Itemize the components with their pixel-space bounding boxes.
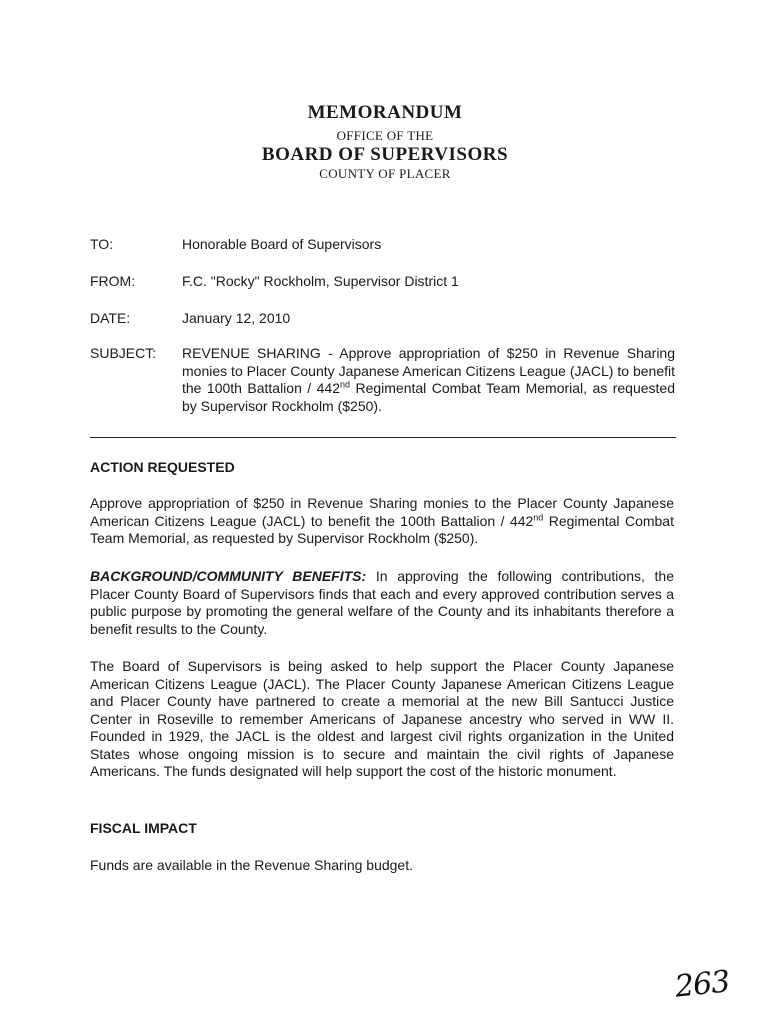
action-requested-heading: ACTION REQUESTED (90, 459, 235, 475)
background-heading: BACKGROUND/COMMUNITY BENEFITS: (90, 568, 367, 584)
divider-rule (90, 437, 676, 438)
from-value: F.C. "Rocky" Rockholm, Supervisor District 1 (182, 273, 459, 289)
office-of-line: OFFICE OF THE (336, 128, 434, 143)
from-label: FROM: (90, 273, 136, 289)
county-line: COUNTY OF PLACER (319, 166, 451, 181)
to-label: TO: (90, 236, 114, 252)
date-value: January 12, 2010 (182, 310, 291, 326)
handwritten-page-number: 263 (673, 964, 731, 1005)
subject-text: REVENUE SHARING - Approve appropriation of $250 in Revenue Sharing monies to Placer County Japanese American Citizens League (JACL) to benefit the 100th Battalion / 442nd Regimental Combat Team Memorial, as requested by Supervisor Rockholm ($250). (182, 345, 675, 414)
fiscal-impact-heading: FISCAL IMPACT (90, 820, 197, 836)
action-requested-text: Approve appropriation of $250 in Revenue Sharing monies to the Placer County Japanese American Citizens League (JACL) to benefit the 100th Battalion / 442nd Regimental Combat Team Memorial, as requested by Supervisor Rockholm ($250). (90, 495, 674, 546)
subject-label: SUBJECT: (90, 345, 157, 361)
board-heading: BOARD OF SUPERVISORS (261, 144, 509, 165)
date-label: DATE: (90, 310, 131, 326)
memo-heading: MEMORANDUM (307, 102, 463, 123)
background-paragraph: BACKGROUND/COMMUNITY BENEFITS: In approving the following contributions, the Placer County Board of Supervisors finds that each and every approved contribution serves a public purpose by promoting the general welfare of the County and its inhabitants therefore a benefit results to the County. (90, 568, 675, 637)
background-paragraph-2: The Board of Supervisors is being asked to help support the Placer County Japanese American Citizens League (JACL). The Placer County Japanese American Citizens League and Placer County have partnered to create a memorial at the new Bill Santucci Justice Center in Roseville to remember Americans of Japanese ancestry who served in WW II. Founded in 1929, the JACL is the oldest and largest civil rights organization in the United States whose ongoing mission is to secure and maintain the civil rights of Japanese Americans. The funds designated will help support the cost of the historic monument. (90, 658, 674, 779)
fiscal-impact-text: Funds are available in the Revenue Sharing budget. (90, 857, 413, 873)
to-value: Honorable Board of Supervisors (182, 236, 382, 252)
